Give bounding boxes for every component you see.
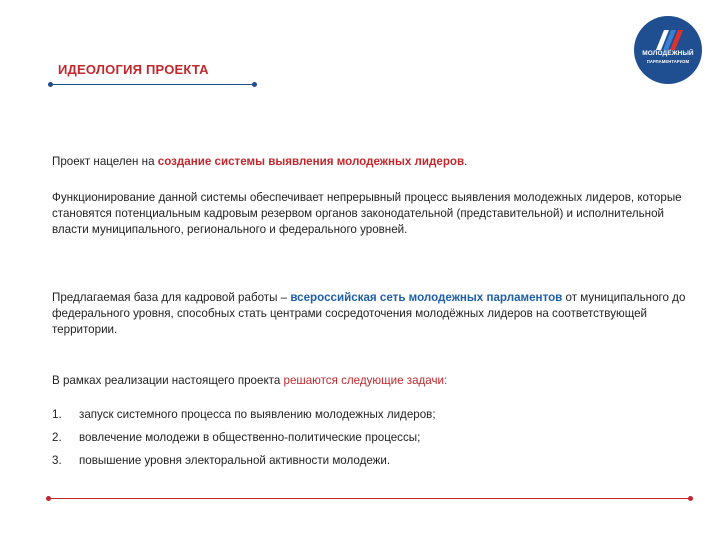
title-underline-right-dot: [252, 82, 257, 87]
title-underline: [50, 84, 254, 85]
paragraph-goal-highlight: создание системы выявления молодежных лидеров: [157, 155, 465, 168]
logo: [634, 16, 702, 84]
bottom-divider: [48, 498, 690, 499]
page-title: ИДЕОЛОГИЯ ПРОЕКТА: [58, 62, 209, 77]
list-item-number: 1.: [52, 408, 62, 421]
paragraph-base-highlight: всероссийская сеть молодежных парламентов: [290, 291, 563, 304]
paragraph-tasks-intro: [52, 373, 692, 389]
paragraph-goal-end: .: [464, 155, 468, 168]
logo-text-line1: МОЛОДЁЖНЫЙ: [642, 50, 694, 57]
bottom-divider-left-dot: [46, 496, 51, 501]
paragraph-goal-text: Проект нацелен на: [52, 155, 158, 168]
paragraph-base-rest: от муниципального до федерального уровня, способных стать центрами сосредоточения молодёжных лидеров на соответствующей территории.: [52, 291, 686, 336]
title-underline-left-dot: [48, 82, 53, 87]
paragraph-tasks-intro-text: В рамках реализации настоящего проекта: [52, 374, 284, 387]
logo-text-line2: ПАРЛАМЕНТАРИЗМ: [646, 59, 690, 64]
bottom-divider-right-dot: [688, 496, 693, 501]
list-item-text: запуск системного процесса по выявлению молодежных лидеров;: [79, 408, 436, 421]
paragraph-base-text: Предлагаемая база для кадровой работы –: [52, 291, 291, 304]
list-item-text: вовлечение молодежи в общественно-политические процессы;: [79, 431, 421, 444]
paragraph-goal: [52, 154, 692, 170]
paragraph-base: [52, 290, 692, 338]
list-item-number: 2.: [52, 431, 62, 444]
list-item-text: повышение уровня электоральной активности молодежи.: [79, 454, 391, 467]
list-item-number: 3.: [52, 454, 62, 467]
paragraph-function: Функционирование данной системы обеспечивает непрерывный процесс выявления молодежных лидеров, которые становятся потенциальным кадровым резервом органов законодательной (представительной) и исполнительной власти муниципального, регионального и федерального уровней.: [52, 191, 682, 236]
paragraph-tasks-intro-highlight: решаются следующие задачи:: [283, 374, 448, 387]
